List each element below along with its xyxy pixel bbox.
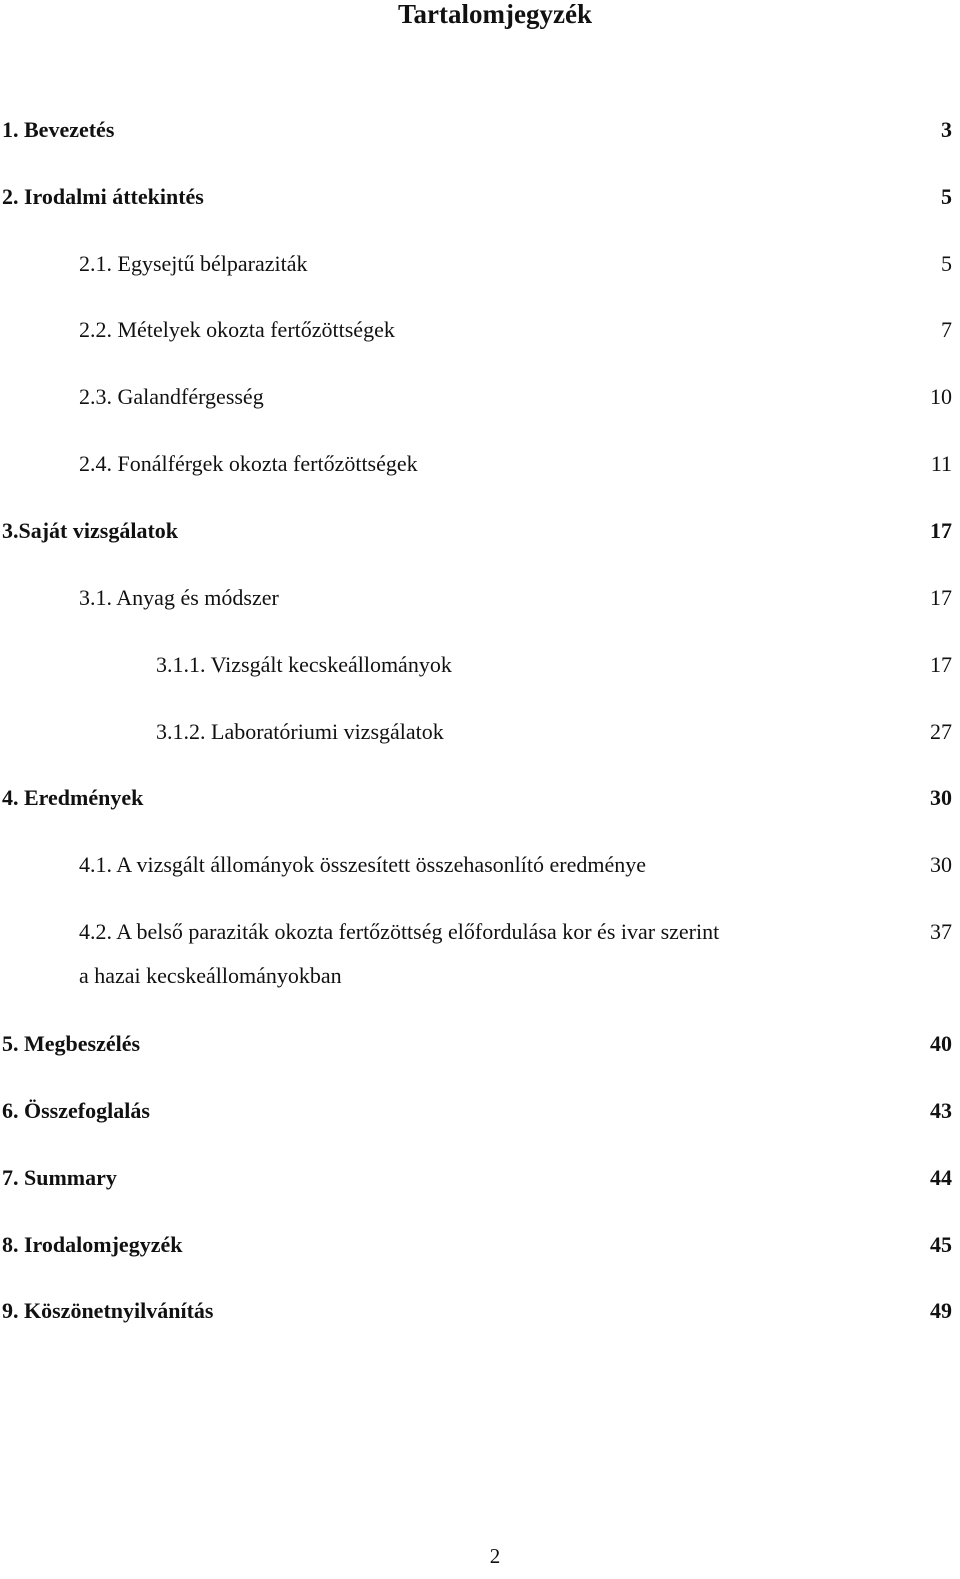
toc-entry-bevezetes[interactable] bbox=[0, 115, 960, 145]
toc-entry-koszonetnyilvanitas[interactable] bbox=[0, 1296, 960, 1326]
toc-entry-sajat-vizsgalatok[interactable] bbox=[0, 516, 960, 546]
toc-entry-label: 2.1. Egysejtű bélparaziták bbox=[79, 251, 308, 276]
toc-entry-belso-parazitak[interactable] bbox=[0, 917, 960, 947]
toc-entry-page: 17 bbox=[930, 518, 952, 543]
toc-entry-laboratoriumi-vizsgalatok[interactable] bbox=[0, 717, 960, 747]
toc-entry-page: 45 bbox=[930, 1232, 952, 1257]
toc-entry-label: 1. Bevezetés bbox=[2, 117, 115, 142]
toc-entry-metelyek[interactable] bbox=[0, 315, 960, 345]
page-title: Tartalomjegyzék bbox=[398, 0, 592, 29]
toc-entry-label: 8. Irodalomjegyzék bbox=[2, 1232, 183, 1257]
toc-entry-osszesitett-eredmeny[interactable] bbox=[0, 850, 960, 880]
toc-entry-page: 30 bbox=[930, 785, 952, 810]
toc-entry-megbeszeles[interactable] bbox=[0, 1029, 960, 1059]
toc-entry-page: 5 bbox=[941, 251, 952, 276]
toc-entry-label: 3.Saját vizsgálatok bbox=[2, 518, 178, 543]
toc-entry-page: 27 bbox=[930, 719, 952, 744]
toc-entry-label: 2.2. Mételyek okozta fertőzöttségek bbox=[79, 317, 395, 342]
toc-entry-label: 2. Irodalmi áttekintés bbox=[2, 184, 204, 209]
toc-entry-label: 2.3. Galandférgesség bbox=[79, 384, 264, 409]
toc-entry-label: 9. Köszönetnyilvánítás bbox=[2, 1298, 214, 1323]
toc-entry-label: 2.4. Fonálférgek okozta fertőzöttségek bbox=[79, 451, 418, 476]
toc-entry-label: 6. Összefoglalás bbox=[2, 1098, 150, 1123]
toc-entry-anyag-es-modszer[interactable] bbox=[0, 583, 960, 613]
toc-entry-page: 49 bbox=[930, 1298, 952, 1323]
toc-entry-label: 4. Eredmények bbox=[2, 785, 144, 810]
toc-entry-page: 17 bbox=[930, 585, 952, 610]
toc-entry-label: 7. Summary bbox=[2, 1165, 117, 1190]
toc-entry-page: 11 bbox=[930, 451, 952, 476]
toc-entry-irodalomjegyzek[interactable] bbox=[0, 1230, 960, 1260]
toc-entry-page: 40 bbox=[930, 1031, 952, 1056]
toc-entry-page: 7 bbox=[941, 317, 952, 342]
toc-entry-label: 3.1.2. Laboratóriumi vizsgálatok bbox=[156, 719, 444, 744]
toc-entry-osszefoglalas[interactable] bbox=[0, 1096, 960, 1126]
toc-entry-label: 4.1. A vizsgált állományok összesített összehasonlító eredménye bbox=[79, 852, 646, 877]
toc-entry-page: 30 bbox=[930, 852, 952, 877]
toc-entry-page: 3 bbox=[941, 117, 952, 142]
toc-entry-page: 37 bbox=[930, 919, 952, 944]
toc-entry-page: 10 bbox=[930, 384, 952, 409]
toc-entry-page: 5 bbox=[941, 184, 952, 209]
toc-entry-eredmenyek[interactable] bbox=[0, 783, 960, 813]
toc-entry-label: 3.1.1. Vizsgált kecskeállományok bbox=[156, 652, 452, 677]
toc-entry-page: 43 bbox=[930, 1098, 952, 1123]
toc-entry-label-continuation: a hazai kecskeállományokban bbox=[79, 963, 342, 988]
toc-entry-vizsgalt-kecskeallomanyok[interactable] bbox=[0, 650, 960, 680]
toc-entry-fonalfergek[interactable] bbox=[0, 449, 960, 479]
page-number: 2 bbox=[489, 1544, 501, 1568]
toc-entry-label: 5. Megbeszélés bbox=[2, 1031, 141, 1056]
toc-entry-galandfergesseg[interactable] bbox=[0, 382, 960, 412]
toc-entry-label: 3.1. Anyag és módszer bbox=[79, 585, 279, 610]
toc-entry-egysejtu-belparazitak[interactable] bbox=[0, 249, 960, 279]
toc-entry-summary[interactable] bbox=[0, 1163, 960, 1193]
toc-entry-page: 44 bbox=[930, 1165, 952, 1190]
toc-entry-page: 17 bbox=[930, 652, 952, 677]
toc-entry-label: 4.2. A belső paraziták okozta fertőzöttség előfordulása kor és ivar szerint bbox=[79, 919, 720, 944]
toc-entry-irodalmi-attekintes[interactable] bbox=[0, 182, 960, 212]
